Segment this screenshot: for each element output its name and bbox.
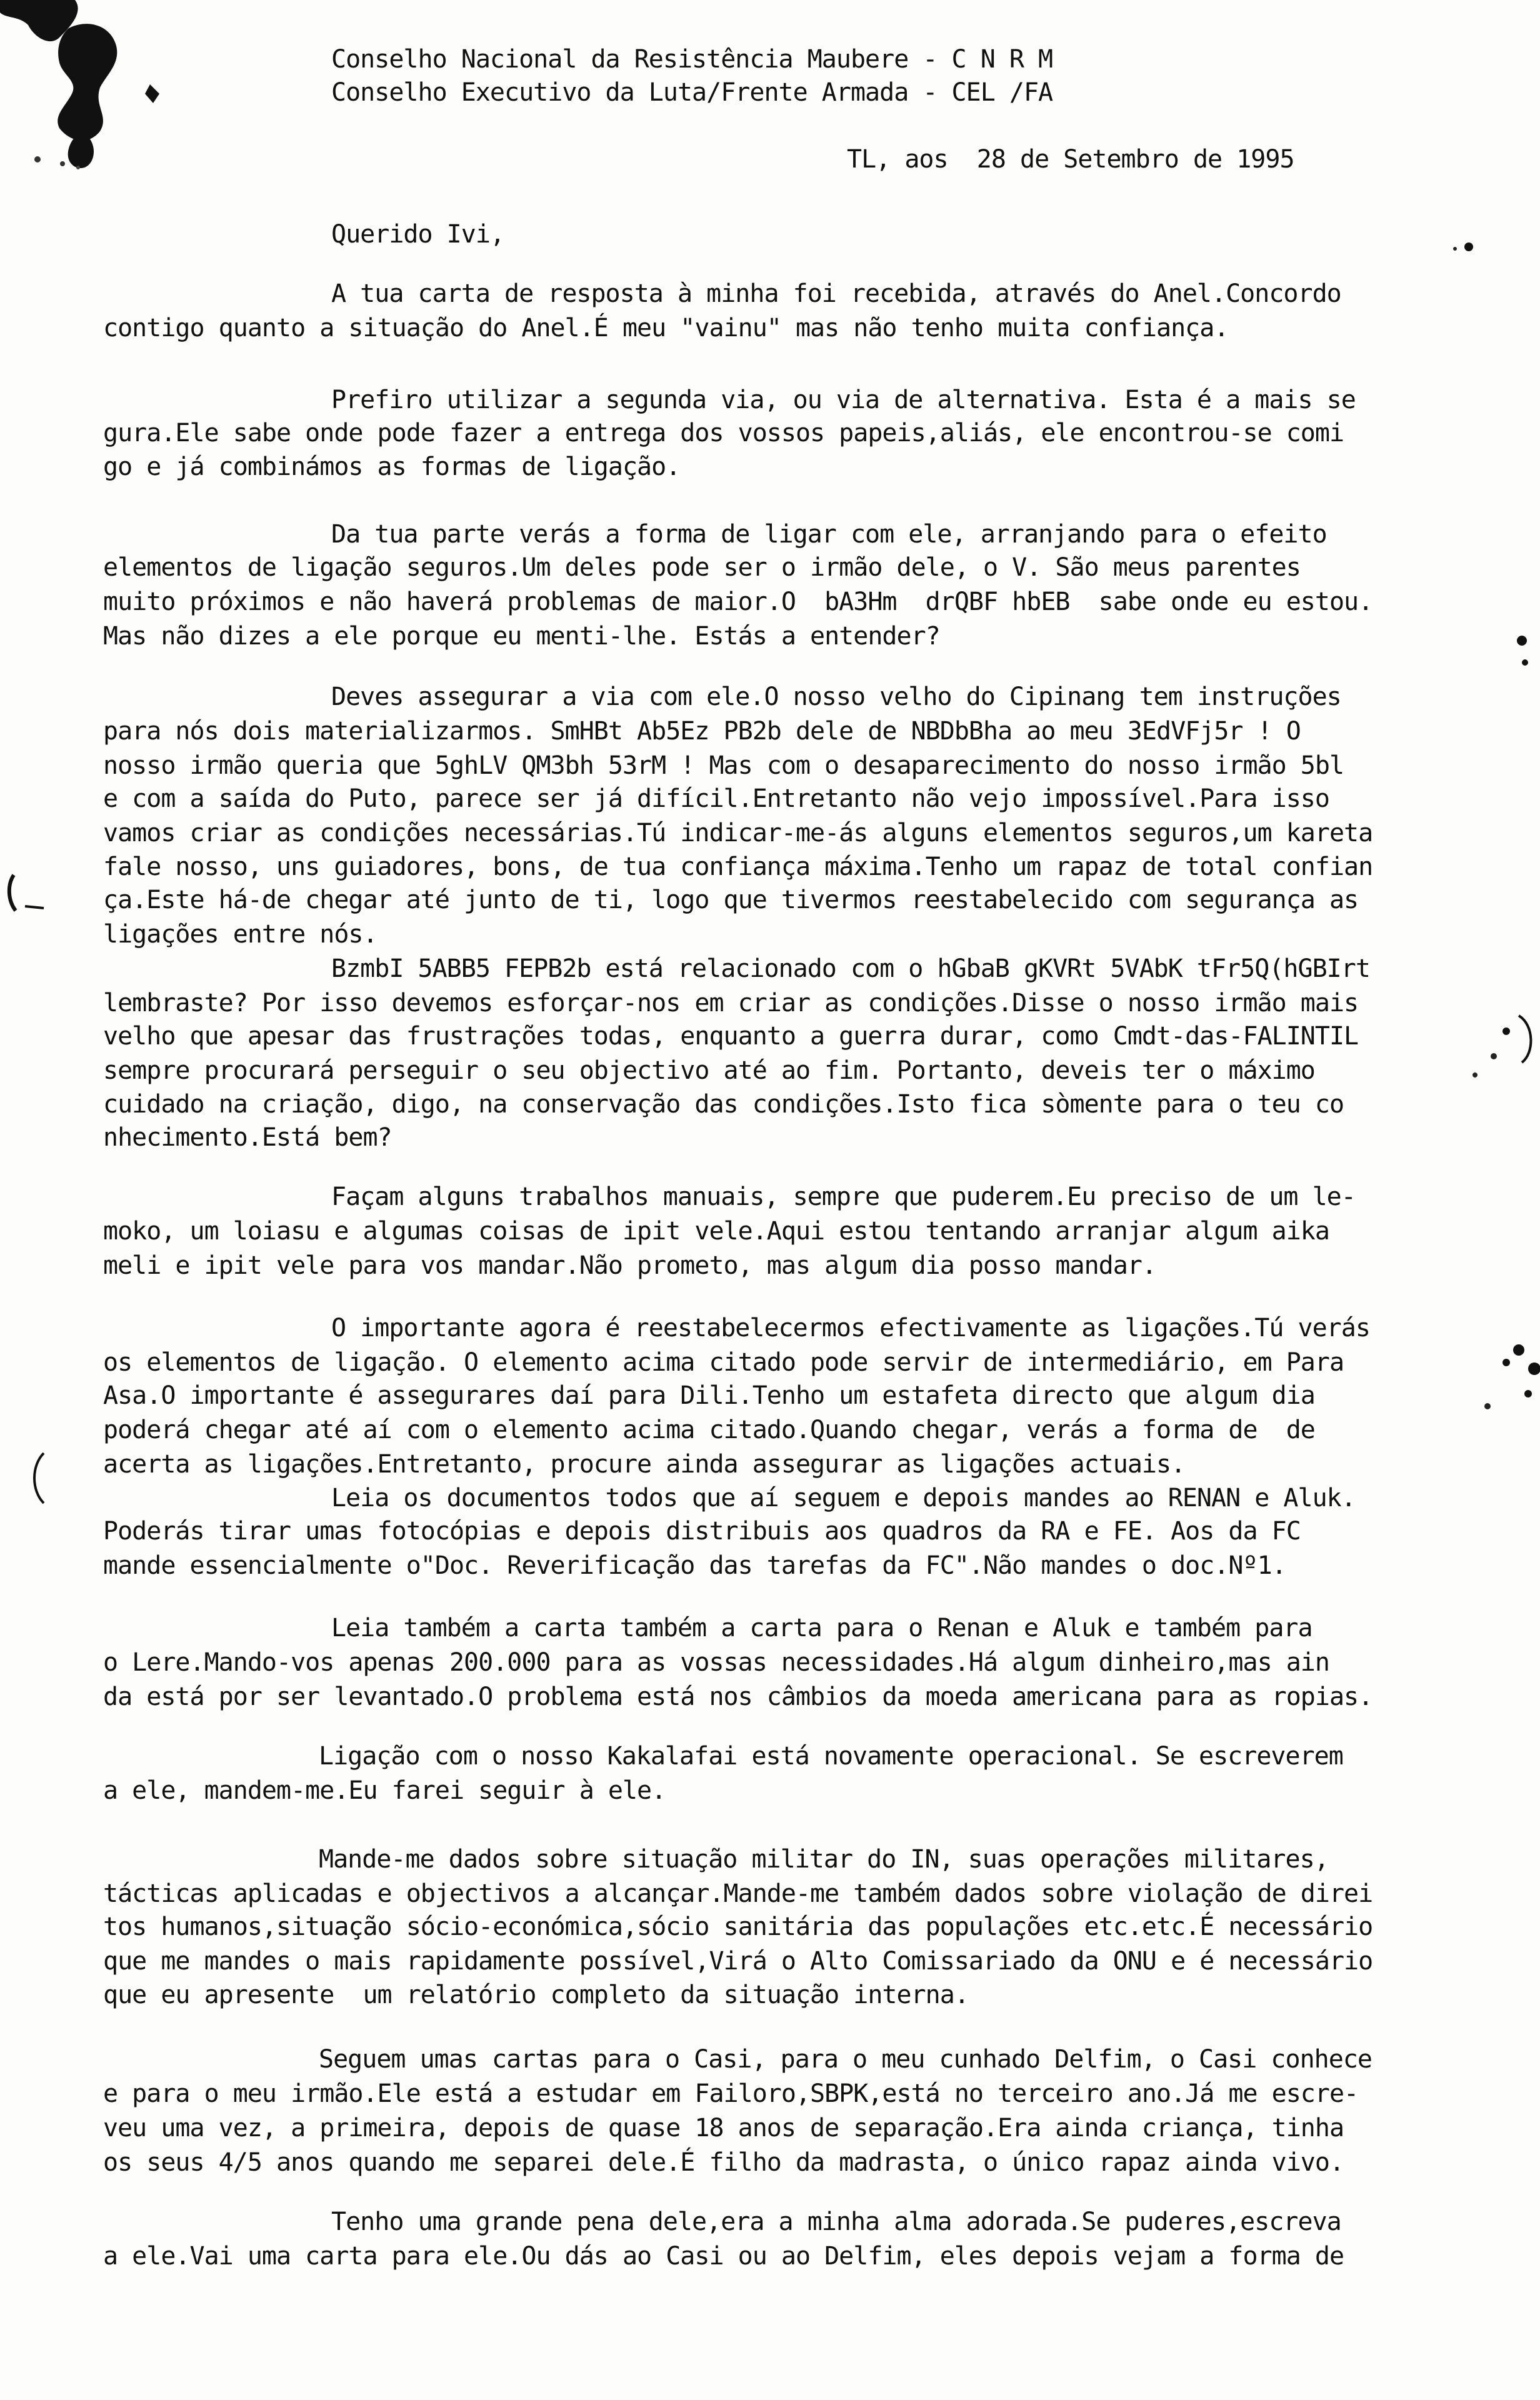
body-line: Prefiro utilizar a segunda via, ou via de alternativa. Esta é a mais se [331, 386, 1356, 414]
specks-right-margin [1400, 219, 1540, 1469]
body-line: veu uma vez, a primeira, depois de quase 18 anos de separação.Era ainda criança, tinha [103, 2114, 1344, 2142]
body-line: Seguem umas cartas para o Casi, para o meu cunhado Delfim, o Casi conhece [319, 2045, 1372, 2074]
body-line: a ele.Vai uma carta para ele.Ou dás ao Casi ou ao Delfim, eles depois vejam a forma de [103, 2242, 1344, 2271]
org-line-1: Conselho Nacional da Resistência Maubere - C N R M [331, 45, 1053, 74]
body-line: que me mandes o mais rapidamente possível,Virá o Alto Comissariado da ONU e é necessário [103, 1947, 1373, 1976]
salutation: Querido Ivi, [331, 220, 504, 249]
body-line: da está por ser levantado.O problema está nos câmbios da moeda americana para as ropias. [103, 1682, 1373, 1711]
body-line: Ligação com o nosso Kakalafai está novamente operacional. Se escreverem [319, 1742, 1343, 1771]
body-line: tácticas aplicadas e objectivos a alcançar.Mande-me também dados sobre violação de direi [103, 1879, 1373, 1908]
body-line: meli e ipit vele para vos mandar.Não prometo, mas algum dia posso mandar. [103, 1251, 1156, 1280]
body-line: A tua carta de resposta à minha foi recebida, através do Anel.Concordo [331, 279, 1341, 308]
body-line: muito próximos e não haverá problemas de maior.O bA3Hm drQBF hbEB sabe onde eu estou. [103, 588, 1373, 616]
body-line: cuidado na criação, digo, na conservação das condições.Isto fica sòmente para o teu co [103, 1090, 1344, 1119]
body-line: elementos de ligação seguros.Um deles pode ser o irmão dele, o V. São meus parentes [103, 553, 1301, 582]
body-line: contigo quanto a situação do Anel.É meu "vainu" mas não tenho muita confiança. [103, 314, 1229, 342]
body-line: Deves assegurar a via com ele.O nosso velho do Cipinang tem instruções [331, 682, 1341, 711]
body-line: ligações entre nós. [103, 920, 378, 949]
body-line: nosso irmão queria que 5ghLV QM3bh 53rM ! Mas com o desaparecimento do nosso irmão 5bl [103, 751, 1344, 780]
body-line: fale nosso, uns guiadores, bons, de tua confiança máxima.Tenho um rapaz de total confian [103, 852, 1373, 881]
place-date: TL, aos 28 de Setembro de 1995 [847, 145, 1294, 174]
body-line: para nós dois materializarmos. SmHBt Ab5Ez PB2b dele de NBDbBha ao meu 3EdVFj5r ! O [103, 717, 1301, 746]
body-line: os seus 4/5 anos quando me separei dele.É filho da madrasta, o único rapaz ainda vivo. [103, 2148, 1344, 2177]
org-line-2: Conselho Executivo da Luta/Frente Armada - CEL /FA [331, 78, 1053, 107]
margin-paren-left [25, 1450, 50, 1506]
body-line: vamos criar as condições necessárias.Tú indicar-me-ás alguns elementos seguros,um kareta [103, 819, 1373, 848]
body-line: e para o meu irmão.Ele está a estudar em Failoro,SBPK,está no terceiro ano.Já me escre- [103, 2079, 1359, 2108]
body-line: acerta as ligações.Entretanto, procure ainda assegurar as ligações actuais. [103, 1450, 1186, 1479]
body-line: que eu apresente um relatório completo da situação interna. [103, 1981, 969, 2009]
ink-stain-top-left [0, 0, 188, 206]
body-line: Leia os documentos todos que aí seguem e depois mandes ao RENAN e Aluk. [331, 1484, 1356, 1512]
body-line: Mande-me dados sobre situação militar do IN, suas operações militares, [319, 1845, 1329, 1874]
body-line: gura.Ele sabe onde pode fazer a entrega dos vossos papeis,aliás, ele encontrou-se comi [103, 419, 1344, 448]
body-line: nhecimento.Está bem? [103, 1123, 392, 1152]
body-line: e com a saída do Puto, parece ser já difícil.Entretanto não vejo impossível.Para isso [103, 784, 1329, 813]
body-line: Mas não dizes a ele porque eu menti-lhe. Estás a entender? [103, 622, 940, 651]
body-line: Façam alguns trabalhos manuais, sempre que puderem.Eu preciso de um le- [331, 1182, 1356, 1211]
body-line: Leia também a carta também a carta para o Renan e Aluk e também para [331, 1614, 1312, 1642]
body-line: velho que apesar das frustrações todas, enquanto a guerra durar, como Cmdt-das-FALINTIL [103, 1022, 1359, 1051]
body-line: O importante agora é reestabelecermos efectivamente as ligações.Tú verás [331, 1314, 1370, 1342]
body-line: lembraste? Por isso devemos esforçar-nos em criar as condições.Disse o nosso irmão mais [103, 989, 1359, 1018]
body-line: poderá chegar até aí com o elemento acima citado.Quando chegar, verás a forma de de [103, 1416, 1315, 1444]
body-line: a ele, mandem-me.Eu farei seguir à ele. [103, 1776, 666, 1805]
body-line: Poderás tirar umas fotocópias e depois distribuis aos quadros da RA e FE. Aos da FC [103, 1517, 1301, 1546]
body-line: Tenho uma grande pena dele,era a minha alma adorada.Se puderes,escreva [331, 2208, 1341, 2236]
body-line: os elementos de ligação. O elemento acima citado pode servir de intermediário, em Para [103, 1348, 1344, 1377]
body-line: moko, um loiasu e algumas coisas de ipit vele.Aqui estou tentando arranjar algum aika [103, 1217, 1329, 1246]
body-line: sempre procurará perseguir o seu objectivo até ao fim. Portanto, deveis ter o máximo [103, 1056, 1315, 1085]
margin-mark-left [0, 872, 50, 916]
body-line: BzmbI 5ABB5 FEPB2b está relacionado com o hGbaB gKVRt 5VAbK tFr5Q(hGBIrt [331, 954, 1370, 983]
body-line: Asa.O importante é assegurares daí para Dili.Tenho um estafeta directo que algum dia [103, 1381, 1315, 1410]
body-line: Da tua parte verás a forma de ligar com ele, arranjando para o efeito [331, 520, 1327, 549]
body-line: mande essencialmente o"Doc. Reverificação das tarefas da FC".Não mandes o doc.Nº1. [103, 1551, 1286, 1580]
body-line: o Lere.Mando-vos apenas 200.000 para as vossas necessidades.Há algum dinheiro,mas ain [103, 1648, 1329, 1677]
body-line: go e já combinámos as formas de ligação. [103, 452, 681, 481]
body-line: ça.Este há-de chegar até junto de ti, logo que tivermos reestabelecido com segurança as [103, 886, 1359, 914]
body-line: tos humanos,situação sócio-económica,sócio sanitária das populações etc.etc.É necessário [103, 1912, 1373, 1941]
